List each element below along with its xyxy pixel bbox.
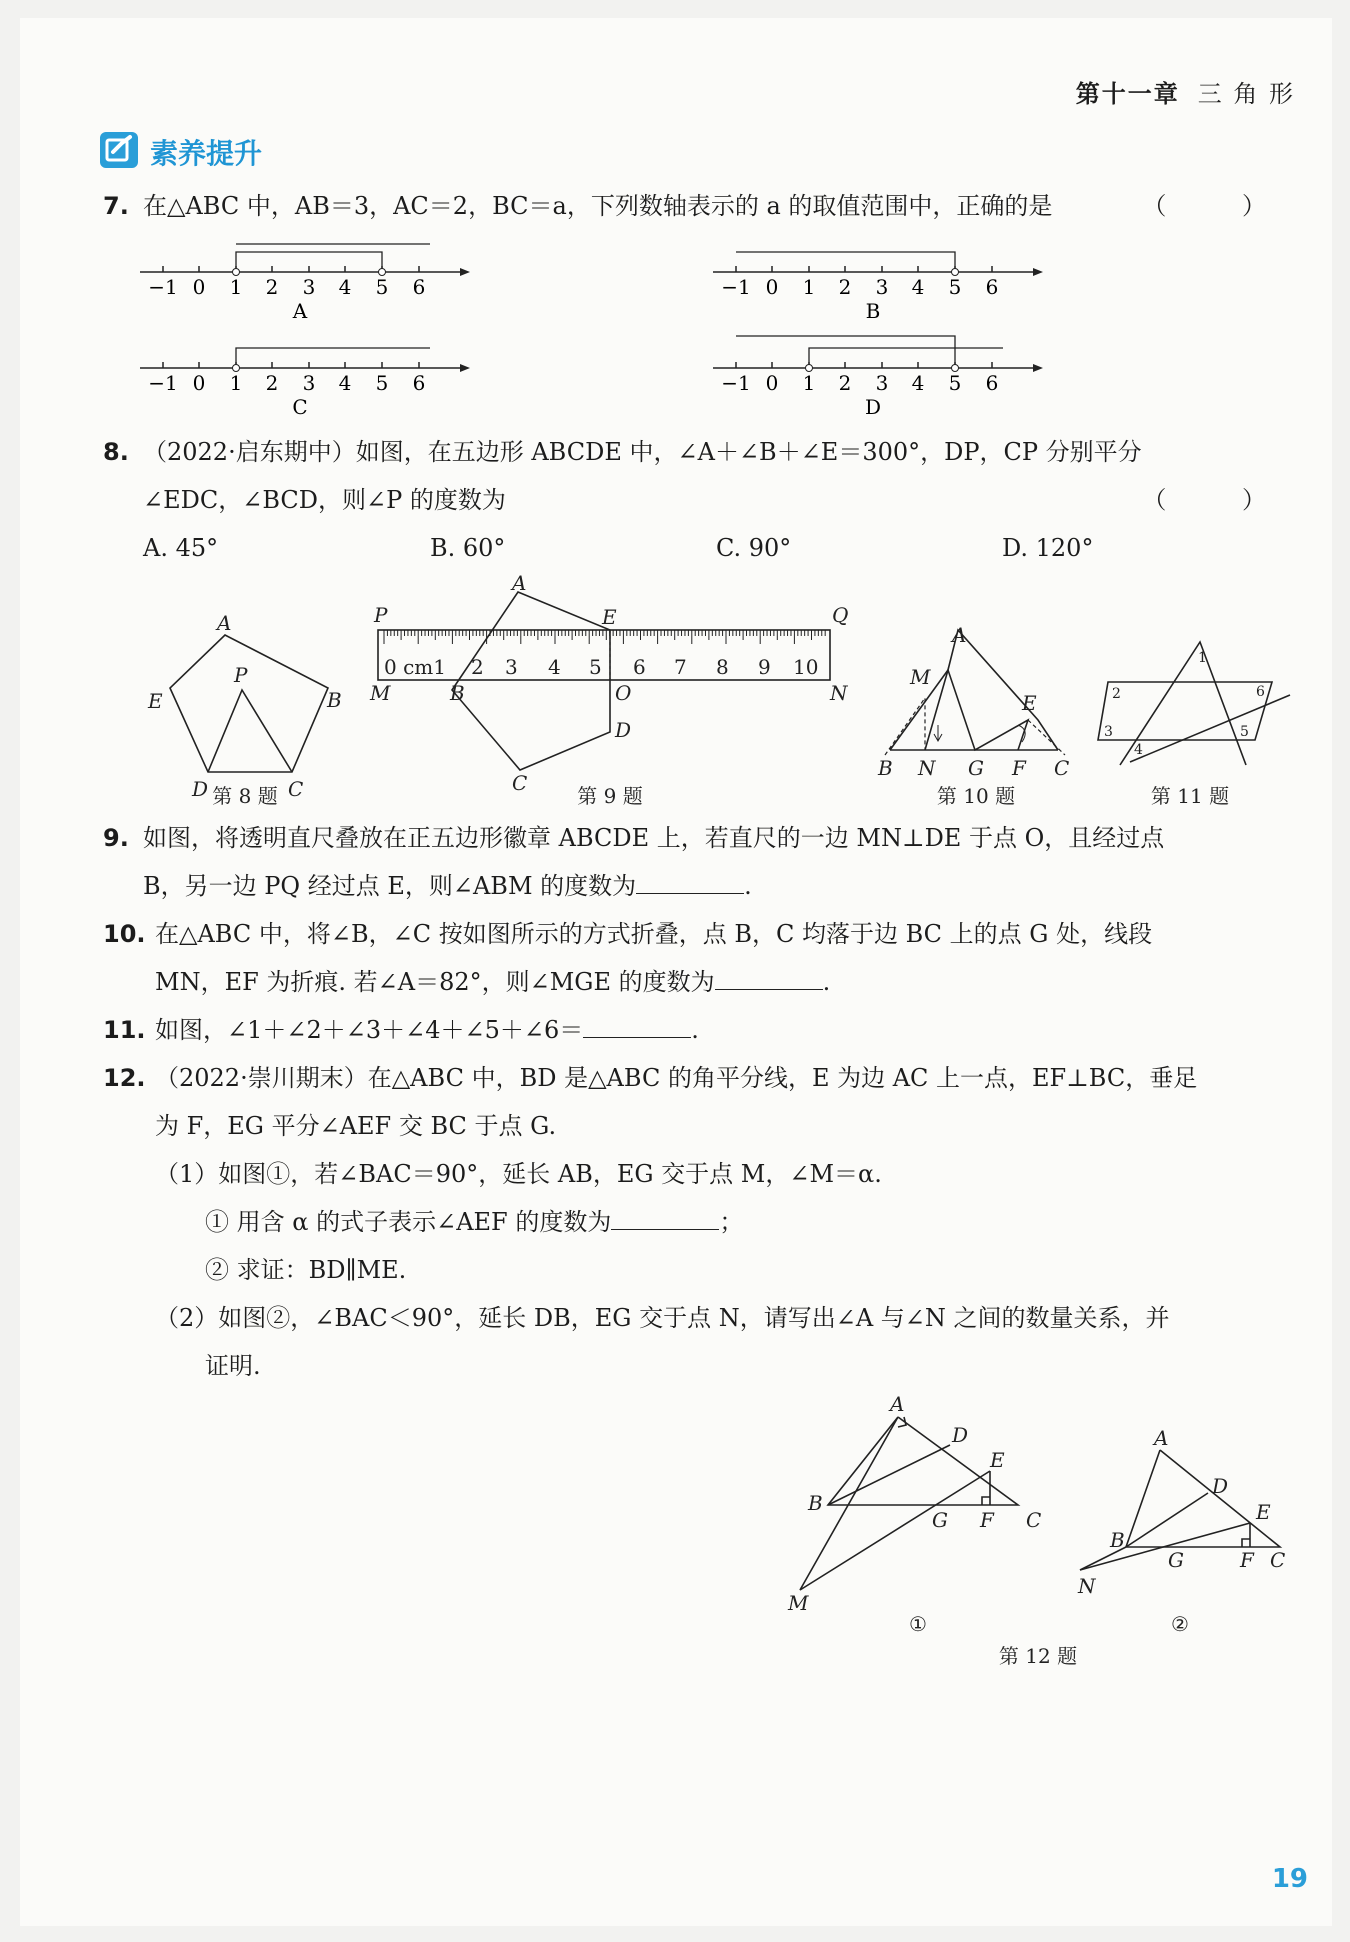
ruler-label-10: 10: [793, 655, 819, 679]
figure-q10-folding: [870, 623, 1080, 815]
q8-line2: ∠EDC，∠BCD，则∠P 的度数为: [143, 486, 506, 514]
fig12a-vertex-c: C: [1026, 1508, 1042, 1532]
q8-line1: （2022·启东期中）如图，在五边形 ABCDE 中，∠A＋∠B＋∠E＝300°，DP，CP 分别平分: [143, 438, 1142, 466]
pencil-checkbox-icon: [100, 132, 138, 168]
caption-q8: 第 8 题: [212, 784, 278, 808]
tick-label: 4: [338, 275, 352, 299]
vertex-p: P: [234, 663, 248, 687]
tick-label: 6: [412, 371, 426, 395]
figure-q12: [780, 1392, 1300, 1670]
q12-part1: （1）如图①，若∠BAC＝90°，延长 AB，EG 交于点 M，∠M＝α.: [155, 1160, 882, 1188]
fig12a-point-g: G: [932, 1508, 948, 1532]
tick-label: 5: [948, 371, 962, 395]
chapter-title: 三 角 形: [1197, 80, 1295, 108]
tick-label: 4: [911, 371, 925, 395]
tick-label: 5: [375, 371, 389, 395]
angle-label-4: 4: [1134, 742, 1143, 758]
ruler-label-2: 2: [471, 655, 484, 679]
q12-line1: （2022·崇川期末）在△ABC 中，BD 是△ABC 的角平分线，E 为边 AC 上一点，EF⊥BC，垂足: [155, 1064, 1198, 1092]
option-d-label: D: [864, 395, 882, 419]
q9-period: .: [744, 872, 752, 900]
fig12a-vertex-b: B: [808, 1491, 823, 1515]
ruler-label-4: 4: [548, 655, 561, 679]
tick-label: 6: [985, 275, 999, 299]
figure-q8-pentagon: [130, 600, 360, 815]
q8-option-a: A. 45°: [143, 534, 219, 562]
angle-label-3: 3: [1104, 724, 1113, 740]
tick-label: 5: [948, 275, 962, 299]
q8-answer-paren: （ ）: [1142, 486, 1300, 514]
vertex-b: B: [450, 681, 465, 705]
point-p: P: [374, 603, 388, 627]
tick-label: 4: [911, 275, 925, 299]
chapter-header: [1076, 74, 1295, 109]
caption-q9: 第 9 题: [577, 784, 643, 808]
point-m: M: [910, 665, 931, 689]
tick-label: 1: [802, 371, 816, 395]
angle-label-2: 2: [1112, 686, 1121, 702]
point-m: M: [370, 681, 391, 705]
tick-label: 0: [192, 371, 206, 395]
vertex-c: C: [288, 777, 304, 801]
q12-part1a: [205, 1206, 743, 1238]
fig12b-point-n: N: [1078, 1574, 1096, 1598]
angle-label-1: 1: [1198, 650, 1207, 666]
tick-label: 3: [875, 371, 889, 395]
vertex-d: D: [192, 777, 209, 801]
tick-label: 5: [375, 275, 389, 299]
q8-option-c: C. 90°: [716, 534, 792, 562]
vertex-b: B: [878, 756, 893, 780]
tick-label: 1: [229, 371, 243, 395]
q8-option-b: B. 60°: [430, 534, 506, 562]
option-a-label: A: [292, 299, 308, 323]
tick-label: 0: [192, 275, 206, 299]
number-line-option-b: [703, 232, 1043, 322]
q11-text: 如图，∠1＋∠2＋∠3＋∠4＋∠5＋∠6＝: [155, 1016, 584, 1044]
section-title: 素养提升: [150, 137, 263, 170]
q11-number: 11.: [103, 1016, 146, 1044]
fig12a-point-f: F: [980, 1508, 994, 1532]
page-number: 19: [1271, 1864, 1308, 1894]
q9-line2-text: B，另一边 PQ 经过点 E，则∠ABM 的度数为: [143, 872, 637, 900]
caption-q11: 第 11 题: [1150, 784, 1230, 808]
q8-number: 8.: [103, 438, 129, 466]
tick-label: 0: [765, 371, 779, 395]
ruler-label-5: 5: [589, 655, 602, 679]
tick-label: −1: [148, 275, 178, 299]
tick-label: 2: [265, 371, 279, 395]
tick-label: 0: [765, 275, 779, 299]
q9-line2: [143, 870, 752, 902]
q8-option-d: D. 120°: [1002, 534, 1094, 562]
q10-line2: [155, 966, 830, 998]
ruler-label-3: 3: [505, 655, 518, 679]
fig12a-vertex-a: A: [890, 1392, 905, 1416]
caption-q10: 第 10 题: [936, 784, 1016, 808]
fig12b-point-f: F: [1240, 1548, 1254, 1572]
fig12b-point-g: G: [1168, 1548, 1184, 1572]
tick-label: 6: [412, 275, 426, 299]
q9-answer-blank[interactable]: [636, 871, 744, 894]
q12-answer-blank[interactable]: [611, 1207, 719, 1230]
q9-number: 9.: [103, 824, 129, 852]
number-line-option-d: [703, 328, 1043, 418]
number-line-option-c: [130, 328, 470, 418]
fig12b-point-d: D: [1212, 1474, 1229, 1498]
point-g: G: [968, 756, 984, 780]
angle-label-5: 5: [1240, 724, 1249, 740]
chapter-number: 第十一章: [1075, 80, 1180, 108]
q12-line2: 为 F，EG 平分∠AEF 交 BC 于点 G.: [155, 1112, 557, 1140]
option-b-label: B: [865, 299, 881, 323]
tick-label: −1: [148, 371, 178, 395]
fig12b-vertex-c: C: [1270, 1548, 1286, 1572]
q10-number: 10.: [103, 920, 146, 948]
tick-label: 2: [838, 371, 852, 395]
q7-text: 在△ABC 中，AB＝3，AC＝2，BC＝a，下列数轴表示的 a 的取值范围中，正确的是: [143, 192, 1053, 220]
point-q: Q: [832, 603, 849, 627]
point-f: F: [1012, 756, 1026, 780]
q12-part1b: ② 求证：BD∥ME.: [205, 1256, 407, 1284]
ruler-label-0: 0 cm1: [384, 655, 446, 679]
q10-answer-blank[interactable]: [715, 967, 823, 990]
fig12a-point-m: M: [788, 1591, 809, 1615]
q12-part2-line2: 证明.: [205, 1352, 261, 1380]
ruler-label-7: 7: [674, 655, 687, 679]
angle-label-6: 6: [1256, 684, 1265, 700]
ruler-ticks: [384, 630, 825, 644]
q12-semicolon: ；: [719, 1208, 744, 1236]
ruler-label-9: 9: [758, 655, 771, 679]
figure-12-1: [800, 1417, 1018, 1590]
fig12a-point-d: D: [952, 1423, 969, 1447]
vertex-d: D: [615, 718, 632, 742]
q11-line: [155, 1014, 699, 1046]
point-e: E: [1022, 691, 1037, 715]
ruler-label-8: 8: [716, 655, 729, 679]
vertex-e: E: [148, 689, 163, 713]
caption-fig1: ①: [909, 1612, 927, 1636]
vertex-a: A: [952, 623, 967, 647]
point-o: O: [615, 681, 632, 705]
q12-part2-line1: （2）如图②，∠BAC＜90°，延长 DB，EG 交于点 N，请写出∠A 与∠N 之间的数量关系，并: [155, 1304, 1170, 1332]
tick-label: −1: [721, 275, 751, 299]
q10-line1: 在△ABC 中，将∠B，∠C 按如图所示的方式折叠，点 B，C 均落于边 BC 上的点 G 处，线段: [155, 920, 1153, 948]
vertex-c: C: [512, 771, 528, 795]
tick-label: 1: [229, 275, 243, 299]
tick-label: 3: [875, 275, 889, 299]
point-n: N: [830, 681, 848, 705]
q12-number: 12.: [103, 1064, 146, 1092]
tick-label: 2: [838, 275, 852, 299]
tick-label: 4: [338, 371, 352, 395]
vertex-a: A: [217, 611, 232, 635]
tick-label: 2: [265, 275, 279, 299]
fig12a-point-e: E: [990, 1448, 1005, 1472]
vertex-e: E: [602, 605, 617, 629]
q12-part1a-text: ① 用含 α 的式子表示∠AEF 的度数为: [205, 1208, 612, 1236]
q7-answer-paren: （ ）: [1142, 192, 1300, 220]
tick-label: 3: [302, 275, 316, 299]
tick-label: 6: [985, 371, 999, 395]
ruler-label-6: 6: [633, 655, 646, 679]
tick-label: −1: [721, 371, 751, 395]
vertex-c: C: [1054, 756, 1070, 780]
caption-fig2: ②: [1171, 1612, 1189, 1636]
q7-number: 7.: [103, 192, 129, 220]
vertex-a: A: [512, 571, 527, 595]
q9-line1: 如图，将透明直尺叠放在正五边形徽章 ABCDE 上，若直尺的一边 MN⊥DE 于点 O，且经过点: [143, 824, 1165, 852]
caption-q12: 第 12 题: [998, 1644, 1078, 1668]
tick-marks: [163, 362, 419, 368]
tick-label: 3: [302, 371, 316, 395]
figure-q11-angles: [1090, 630, 1290, 815]
fig12b-vertex-a: A: [1154, 1426, 1169, 1450]
option-c-label: C: [292, 395, 308, 419]
fig12b-point-e: E: [1256, 1500, 1271, 1524]
point-n: N: [918, 756, 936, 780]
fig12b-vertex-b: B: [1110, 1528, 1125, 1552]
q10-period: .: [822, 968, 831, 996]
vertex-b: B: [327, 688, 342, 712]
q10-line2-text: MN，EF 为折痕. 若∠A＝82°，则∠MGE 的度数为: [155, 968, 715, 996]
q11-answer-blank[interactable]: [583, 1015, 691, 1038]
figure-q9-ruler-pentagon: [370, 571, 849, 815]
tick-label: 1: [802, 275, 816, 299]
number-line-option-a: [130, 232, 470, 322]
q11-period: .: [691, 1016, 699, 1044]
